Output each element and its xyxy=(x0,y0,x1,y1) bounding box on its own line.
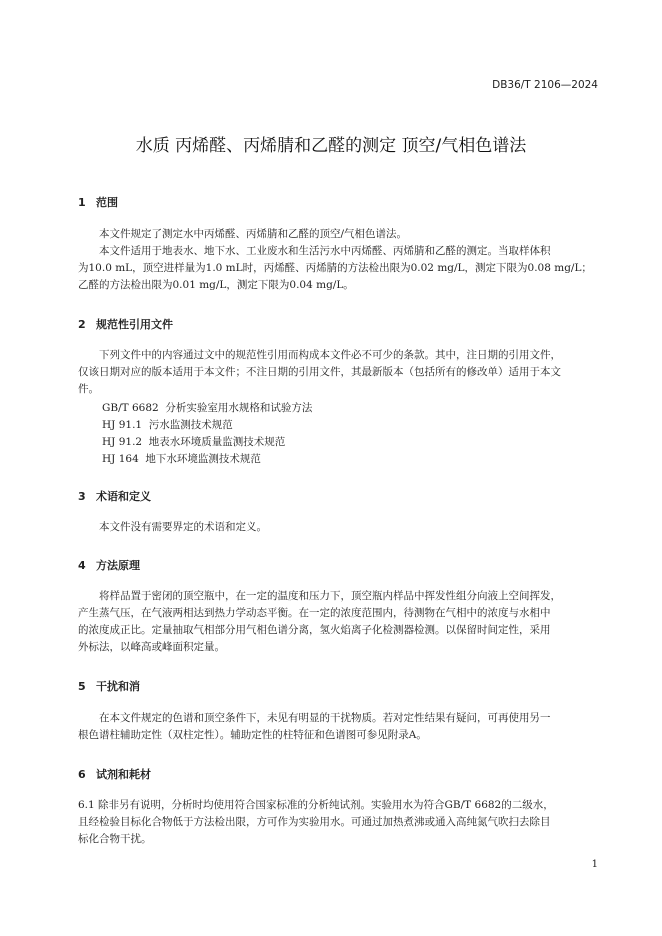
section-title: 方法原理 xyxy=(96,559,140,572)
paragraph-line: 根色谱柱辅助定性（双柱定性）。辅助定性的柱特征和色谱图可参见附录A。 xyxy=(78,729,427,741)
paragraph-line: 将样品置于密闭的顶空瓶中，在一定的温度和压力下，顶空瓶内样品中挥发性组分向液上空间挥发， xyxy=(99,590,561,602)
paragraph-line: 本文件规定了测定水中丙烯醛、丙烯腈和乙醛的顶空/气相色谱法。 xyxy=(99,228,408,240)
section-2-body xyxy=(78,347,596,398)
section-heading-6 xyxy=(78,766,151,782)
paragraph-line: 的浓度成正比。定量抽取气相部分用气相色谱分离，氢火焰离子化检测器检测。以保留时间定性，采用 xyxy=(78,624,551,636)
page-title: 水质 丙烯醛、丙烯腈和乙醛的测定 顶空/气相色谱法 xyxy=(135,136,527,156)
section-heading-2 xyxy=(78,316,173,332)
paragraph-line: 且经检验目标化合物低于方法检出限，方可作为实验用水。可通过加热煮沸或通入高纯氮气吹扫去除目 xyxy=(78,816,551,828)
section-heading-4 xyxy=(78,557,140,573)
section-number: 2 xyxy=(78,318,86,331)
reference-item: GB/T 6682 分析实验室用水规格和试验方法 xyxy=(102,402,313,414)
paragraph-line: 本文件适用于地表水、地下水、工业废水和生活污水中丙烯醛、丙烯腈和乙醛的测定。当取样体积 xyxy=(99,245,551,257)
reference-item: HJ 164 地下水环境监测技术规范 xyxy=(102,453,261,465)
paragraph-line: 外标法，以峰高或峰面积定量。 xyxy=(78,641,225,653)
section-title: 术语和定义 xyxy=(96,490,151,503)
section-number: 1 xyxy=(78,196,86,209)
paragraph-line: 件。 xyxy=(78,383,99,395)
section-6-body xyxy=(78,797,596,848)
paragraph-line: 产生蒸气压，在气液两相达到热力学动态平衡。在一定的浓度范围内，待测物在气相中的浓度与水相中 xyxy=(78,607,551,619)
reference-item: HJ 91.2 地表水环境质量监测技术规范 xyxy=(102,436,286,448)
page-number: 1 xyxy=(591,859,598,870)
section-number: 4 xyxy=(78,559,86,572)
section-number: 3 xyxy=(78,490,86,503)
section-title: 范围 xyxy=(96,196,118,209)
paragraph-line: 标化合物干扰。 xyxy=(78,833,152,845)
section-1-body xyxy=(78,226,596,294)
paragraph-line: 下列文件中的内容通过文中的规范性引用而构成本文件必不可少的条款。其中，注日期的引用文件， xyxy=(99,349,561,361)
paragraph-line: 在本文件规定的色谱和顶空条件下，未见有明显的干扰物质。若对定性结果有疑问，可再使用另一 xyxy=(99,712,551,724)
paragraph-line: 为10.0 mL，顶空进样量为1.0 mL时，丙烯醛、丙烯腈的方法检出限为0.02 mg/L，测定下限为0.08 mg/L； xyxy=(78,262,592,274)
section-number: 6 xyxy=(78,768,86,781)
section-4-body xyxy=(78,588,596,656)
section-5-body xyxy=(78,710,596,744)
section-title: 干扰和消 xyxy=(96,680,140,693)
paragraph-line: 6.1 除非另有说明，分析时均使用符合国家标准的分析纯试剂。实验用水为符合GB/T 6682的二级水， xyxy=(78,799,554,811)
section-heading-3 xyxy=(78,488,151,504)
section-heading-5 xyxy=(78,678,140,694)
paragraph-line: 乙醛的方法检出限为0.01 mg/L，测定下限为0.04 mg/L。 xyxy=(78,279,354,291)
section-title: 规范性引用文件 xyxy=(96,318,173,331)
paragraph-line: 本文件没有需要界定的术语和定义。 xyxy=(99,521,267,533)
reference-item: HJ 91.1 污水监测技术规范 xyxy=(102,419,233,431)
paragraph-line: 仅该日期对应的版本适用于本文件；不注日期的引用文件，其最新版本（包括所有的修改单）适用于本文 xyxy=(78,366,561,378)
section-number: 5 xyxy=(78,680,86,693)
section-heading-1 xyxy=(78,194,118,210)
section-title: 试剂和耗材 xyxy=(96,768,151,781)
section-3-body xyxy=(78,519,596,536)
doc-code: DB36/T 2106—2024 xyxy=(492,79,598,91)
